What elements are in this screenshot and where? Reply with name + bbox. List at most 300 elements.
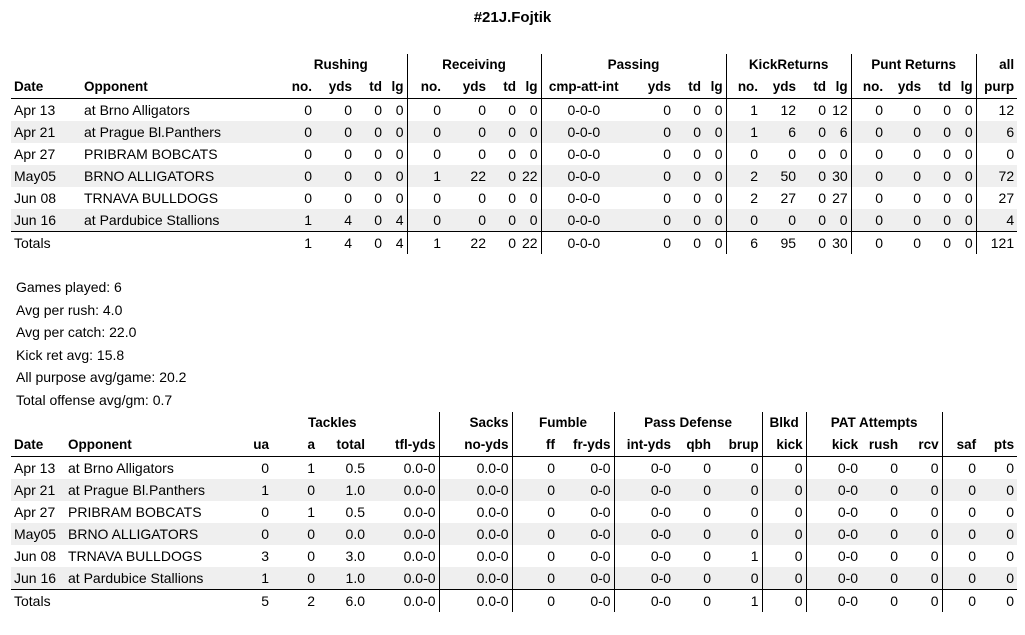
offense-column-header-row: [11, 76, 1017, 99]
table-cell: 0: [818, 190, 827, 206]
table-cell: 0-0: [558, 567, 614, 590]
totals-cell: 4: [385, 232, 407, 255]
column-header: yds: [886, 76, 924, 99]
table-cell: 0: [344, 190, 352, 206]
table-cell: at Brno Alligators: [68, 460, 174, 476]
table-cell: 0: [890, 548, 899, 564]
table-cell: 3: [261, 548, 269, 564]
table-cell: 0: [714, 501, 762, 523]
table-cell: 0: [385, 121, 407, 143]
totals-cell: 6: [726, 232, 761, 255]
table-cell: 0-0-0: [541, 165, 626, 187]
punt-returns-group-header: Punt Returns: [851, 54, 976, 76]
table-cell: 0: [344, 146, 352, 162]
column-header: kick: [806, 434, 861, 457]
table-cell: 0: [954, 143, 976, 165]
table-row: [11, 187, 1017, 209]
defense-column-header-row: [11, 434, 1017, 457]
column-header: Date: [11, 76, 81, 99]
table-cell: 0: [799, 209, 829, 232]
table-cell: Jun 08: [14, 548, 57, 564]
totals-cell: 4: [315, 232, 355, 255]
table-cell: 0: [901, 567, 942, 590]
table-cell: 0: [861, 479, 901, 501]
table-cell: 0: [968, 504, 977, 520]
table-row: [11, 457, 1017, 480]
table-cell: 0: [818, 102, 827, 118]
table-cell: Apr 13: [14, 460, 56, 476]
totals-cell: 22: [519, 232, 541, 255]
table-cell: 1: [750, 102, 759, 118]
column-header: yds: [761, 76, 799, 99]
table-cell: 0: [901, 501, 942, 523]
table-cell: 0: [703, 504, 712, 520]
table-cell: 0: [762, 545, 806, 567]
table-cell: 0: [433, 102, 441, 118]
table-cell: 0: [626, 165, 674, 187]
table-cell: Apr 27: [14, 504, 56, 520]
table-cell: 0: [355, 165, 385, 187]
table-cell: 0: [374, 102, 382, 118]
column-header: lg: [385, 76, 407, 99]
table-cell: 0: [714, 567, 762, 590]
column-header: ua: [226, 434, 272, 457]
offense-stats-table: [11, 54, 1017, 254]
table-cell: 0: [674, 567, 714, 590]
table-cell: 0.0-0: [439, 457, 512, 480]
table-cell: 0: [954, 165, 976, 187]
totals-row: [11, 590, 1017, 613]
sacks-group-header: Sacks: [439, 412, 512, 434]
table-cell: 0: [851, 121, 886, 143]
kick-return-avg: Kick ret avg: 15.8: [16, 346, 125, 363]
table-cell: 0: [304, 190, 312, 206]
table-cell: 0-0: [837, 504, 859, 520]
totals-cell: 0: [901, 590, 942, 613]
table-cell: 0: [818, 146, 827, 162]
table-row: [11, 501, 1017, 523]
totals-cell: 2: [272, 590, 318, 613]
totals-cell: 0: [626, 232, 674, 255]
table-cell: 0: [519, 99, 541, 122]
table-cell: 1.0: [318, 479, 368, 501]
column-header: fr-yds: [558, 434, 614, 457]
table-cell: 0-0: [806, 479, 861, 501]
table-cell: 0: [954, 209, 976, 232]
table-cell: 0: [674, 479, 714, 501]
table-cell: 0: [674, 121, 704, 143]
table-cell: 0: [693, 102, 702, 118]
table-cell: 0: [261, 460, 269, 476]
table-cell: 0: [626, 209, 674, 232]
totals-cell: 0: [924, 232, 954, 255]
totals-cell: 0: [942, 590, 979, 613]
table-cell: 0: [954, 121, 976, 143]
table-cell: 0.0: [318, 523, 368, 545]
column-header: rush: [861, 434, 901, 457]
table-cell: 0: [886, 165, 924, 187]
table-cell: Apr 13: [14, 102, 56, 118]
table-cell: 0: [851, 209, 886, 232]
column-header: no-yds: [439, 434, 512, 457]
table-cell: 0: [890, 504, 899, 520]
table-cell: 1: [726, 121, 761, 143]
table-cell: 27: [829, 187, 851, 209]
table-cell: 0: [304, 102, 312, 118]
table-row: [11, 121, 1017, 143]
table-row: [11, 567, 1017, 590]
table-cell: 0: [979, 567, 1017, 590]
table-cell: 0: [875, 190, 884, 206]
table-cell: Apr 27: [14, 146, 56, 162]
table-cell: 0: [478, 190, 486, 206]
totals-cell: 95: [761, 232, 799, 255]
table-cell: 0: [829, 143, 851, 165]
table-cell: 1: [407, 165, 444, 187]
column-header: td: [799, 76, 829, 99]
table-cell: at Prague Bl.Panthers: [81, 121, 275, 143]
table-cell: 0: [444, 121, 489, 143]
table-cell: 0: [374, 146, 382, 162]
totals-row: [11, 232, 1017, 255]
table-cell: 0: [547, 460, 556, 476]
table-cell: 0: [943, 190, 952, 206]
table-cell: 0: [407, 121, 444, 143]
table-cell: Jun 16: [11, 209, 81, 232]
table-cell: 0: [385, 143, 407, 165]
table-cell: 0-0-0: [567, 146, 601, 162]
table-cell: 0: [750, 146, 759, 162]
table-cell: 0: [913, 190, 922, 206]
rushing-group-header: Rushing: [275, 54, 407, 76]
table-cell: TRNAVA BULLDOGS: [68, 548, 203, 564]
table-cell: 0: [714, 523, 762, 545]
table-cell: 0: [886, 121, 924, 143]
table-cell: 30: [829, 165, 851, 187]
table-cell: 0: [943, 146, 952, 162]
table-cell: 4: [315, 209, 355, 232]
table-cell: 0.0-0: [368, 501, 439, 523]
totals-cell: 0-0: [614, 590, 674, 613]
table-cell: 0: [901, 457, 942, 480]
table-cell: 1.0: [318, 567, 368, 590]
column-header: kick: [762, 434, 806, 457]
table-cell: Jun 08: [14, 190, 57, 206]
table-cell: 0: [704, 99, 726, 122]
table-cell: 0: [979, 523, 1017, 545]
table-cell: 0: [968, 548, 977, 564]
table-cell: 0: [913, 146, 922, 162]
table-cell: 2: [750, 190, 759, 206]
table-cell: 0-0: [650, 460, 672, 476]
totals-cell: 1: [714, 590, 762, 613]
offense-group-header-row: [11, 54, 1017, 76]
table-cell: 0: [512, 479, 558, 501]
totals-cell: 0: [979, 590, 1017, 613]
table-cell: 0: [704, 187, 726, 209]
table-cell: 0.0-0: [439, 479, 512, 501]
table-cell: 1: [307, 460, 315, 476]
column-header: lg: [704, 76, 726, 99]
column-header: no.: [407, 76, 444, 99]
season-summary: [16, 276, 186, 411]
table-cell: 0: [886, 209, 924, 232]
table-cell: 0-0: [614, 479, 674, 501]
column-header: saf: [942, 434, 979, 457]
table-cell: 0: [799, 165, 829, 187]
totals-cell: 0: [851, 232, 886, 255]
table-cell: 0: [508, 146, 516, 162]
column-header: lg: [519, 76, 541, 99]
total-offense-avg-per-game: Total offense avg/gm: 0.7: [16, 391, 173, 408]
fumble-group-header: Fumble: [512, 412, 614, 434]
table-cell: 0: [315, 121, 355, 143]
table-cell: 22: [519, 165, 541, 187]
column-header: td: [924, 76, 954, 99]
table-cell: 0: [508, 190, 516, 206]
table-cell: 12: [998, 102, 1015, 118]
table-cell: 0: [433, 146, 441, 162]
totals-cell: 0: [861, 590, 901, 613]
totals-cell: 22: [444, 232, 489, 255]
table-cell: 0-0: [614, 567, 674, 590]
totals-cell: 1: [407, 232, 444, 255]
table-cell: 0: [355, 121, 385, 143]
kick-returns-group-header: KickReturns: [726, 54, 851, 76]
table-cell: 0: [519, 209, 541, 232]
table-cell: 1: [226, 479, 272, 501]
table-cell: 0: [674, 165, 704, 187]
table-cell: 0: [913, 102, 922, 118]
table-cell: 0: [674, 523, 714, 545]
table-cell: 0.5: [345, 504, 365, 520]
totals-cell: 0.0-0: [368, 590, 439, 613]
column-header: td: [355, 76, 385, 99]
table-cell: Apr 21: [11, 479, 65, 501]
table-cell: 0-0: [837, 460, 859, 476]
all-purpose-avg-per-game: All purpose avg/game: 20.2: [16, 369, 187, 385]
table-cell: 0.0-0: [368, 523, 439, 545]
totals-cell: 0: [954, 232, 976, 255]
table-cell: 0: [954, 187, 976, 209]
table-cell: 0: [714, 457, 762, 480]
table-cell: TRNAVA BULLDOGS: [84, 190, 219, 206]
table-cell: 0: [762, 479, 806, 501]
table-cell: 0: [275, 121, 315, 143]
table-cell: 1: [275, 209, 315, 232]
table-cell: 0: [942, 567, 979, 590]
table-cell: 0: [762, 523, 806, 545]
table-cell: 0: [1006, 504, 1015, 520]
table-cell: 0: [433, 190, 441, 206]
table-cell: 0: [444, 209, 489, 232]
table-cell: 0: [315, 165, 355, 187]
table-cell: 0: [704, 209, 726, 232]
column-header: yds: [444, 76, 489, 99]
table-cell: 0: [674, 209, 704, 232]
table-row: [11, 523, 1017, 545]
table-cell: 0: [762, 567, 806, 590]
table-cell: at Pardubice Stallions: [81, 209, 275, 232]
table-cell: 0: [788, 146, 797, 162]
table-cell: 0: [663, 190, 672, 206]
table-cell: 6: [829, 121, 851, 143]
table-cell: 0: [704, 165, 726, 187]
table-cell: 0-0: [558, 523, 614, 545]
table-cell: 0: [875, 102, 884, 118]
table-cell: 0: [901, 523, 942, 545]
totals-cell: 30: [829, 232, 851, 255]
table-cell: PRIBRAM BOBCATS: [68, 504, 202, 520]
table-cell: 0.0-0: [368, 545, 439, 567]
defense-stats-table: [11, 412, 1017, 612]
table-cell: 0: [272, 523, 318, 545]
table-cell: 0: [968, 460, 977, 476]
table-cell: 0-0-0: [541, 209, 626, 232]
tackles-group-header: Tackles: [226, 412, 439, 434]
table-cell: 0: [489, 121, 519, 143]
table-cell: 0: [704, 121, 726, 143]
column-header: pts: [979, 434, 1017, 457]
table-cell: 0: [385, 187, 407, 209]
totals-cell: 0-0: [806, 590, 861, 613]
table-cell: 0: [626, 121, 674, 143]
table-row: [11, 143, 1017, 165]
column-header: brup: [714, 434, 762, 457]
table-cell: Jun 16: [11, 567, 65, 590]
totals-cell: 0: [489, 232, 519, 255]
column-header: td: [674, 76, 704, 99]
blocked-group-header: Blkd: [762, 412, 806, 434]
totals-cell: 5: [226, 590, 272, 613]
column-header: rcv: [901, 434, 942, 457]
totals-cell: Totals: [11, 590, 65, 613]
avg-per-catch: Avg per catch: 22.0: [16, 324, 137, 340]
table-cell: 0-0-0: [541, 121, 626, 143]
column-header: no.: [726, 76, 761, 99]
column-header: lg: [829, 76, 851, 99]
table-cell: 0.5: [345, 460, 365, 476]
defense-group-header-row: [11, 412, 1017, 434]
column-header: no.: [851, 76, 886, 99]
totals-cell: 0: [799, 232, 829, 255]
table-cell: 0: [344, 102, 352, 118]
column-header: yds: [315, 76, 355, 99]
table-cell: 2: [726, 165, 761, 187]
table-cell: 0: [901, 545, 942, 567]
table-cell: 72: [976, 165, 1017, 187]
totals-cell: 0: [762, 590, 806, 613]
table-cell: 0: [407, 209, 444, 232]
column-header: yds: [626, 76, 674, 99]
table-cell: 0: [942, 523, 979, 545]
column-header: td: [489, 76, 519, 99]
table-cell: 0.0-0: [368, 457, 439, 480]
table-row: [11, 99, 1017, 122]
table-cell: PRIBRAM BOBCATS: [84, 146, 218, 162]
column-header: no.: [275, 76, 315, 99]
table-cell: 12: [829, 99, 851, 122]
table-cell: May05: [11, 165, 81, 187]
table-cell: 22: [444, 165, 489, 187]
table-cell: 0.0-0: [439, 567, 512, 590]
table-row: [11, 479, 1017, 501]
table-cell: 0: [799, 121, 829, 143]
column-header: total: [318, 434, 368, 457]
table-cell: 0: [508, 102, 516, 118]
table-cell: 0: [307, 548, 315, 564]
table-cell: 0: [762, 457, 806, 480]
table-cell: May05: [11, 523, 65, 545]
table-cell: at Brno Alligators: [84, 102, 190, 118]
totals-cell: 0-0: [558, 590, 614, 613]
totals-cell: [81, 232, 275, 255]
totals-cell: 1: [275, 232, 315, 255]
column-header: lg: [954, 76, 976, 99]
table-cell: 0: [829, 209, 851, 232]
totals-cell: Totals: [11, 232, 81, 255]
table-cell: 0: [703, 548, 712, 564]
table-cell: 4: [385, 209, 407, 232]
table-cell: 12: [780, 102, 797, 118]
column-header: purp: [976, 76, 1017, 99]
table-cell: 0-0: [558, 501, 614, 523]
table-cell: 0: [478, 146, 486, 162]
receiving-group-header: Receiving: [407, 54, 541, 76]
table-cell: 0: [924, 209, 954, 232]
table-cell: BRNO ALLIGATORS: [65, 523, 226, 545]
table-cell: 0.0-0: [439, 545, 512, 567]
table-cell: 0: [1006, 460, 1015, 476]
table-cell: 0.0-0: [368, 479, 439, 501]
table-cell: 0: [954, 99, 976, 122]
avg-per-rush: Avg per rush: 4.0: [16, 301, 123, 318]
column-header: tfl-yds: [368, 434, 439, 457]
table-cell: 0: [272, 479, 318, 501]
table-cell: 0: [489, 165, 519, 187]
table-cell: 0-0: [806, 523, 861, 545]
table-cell: 0: [547, 504, 556, 520]
table-cell: 50: [761, 165, 799, 187]
table-cell: 0: [693, 146, 702, 162]
table-cell: 0-0: [558, 479, 614, 501]
table-cell: 1: [714, 545, 762, 567]
totals-cell: 0: [886, 232, 924, 255]
table-cell: 0: [861, 523, 901, 545]
table-cell: 27: [998, 190, 1015, 206]
totals-cell: 0-0-0: [541, 232, 626, 255]
table-cell: 0: [693, 190, 702, 206]
passing-group-header: Passing: [541, 54, 726, 76]
table-cell: 4: [976, 209, 1017, 232]
table-cell: 0: [512, 567, 558, 590]
table-cell: at Prague Bl.Panthers: [65, 479, 226, 501]
table-cell: 0: [714, 479, 762, 501]
table-cell: 0: [875, 146, 884, 162]
column-header: Opponent: [65, 434, 226, 457]
totals-cell: 0.0-0: [439, 590, 512, 613]
table-cell: 0: [519, 143, 541, 165]
table-cell: 0: [663, 102, 672, 118]
totals-cell: 0: [355, 232, 385, 255]
table-cell: 0: [272, 567, 318, 590]
table-cell: 0: [901, 479, 942, 501]
table-cell: 0: [851, 165, 886, 187]
table-cell: 0: [943, 102, 952, 118]
table-cell: BRNO ALLIGATORS: [81, 165, 275, 187]
table-cell: 0: [304, 146, 312, 162]
table-cell: 0: [261, 504, 269, 520]
